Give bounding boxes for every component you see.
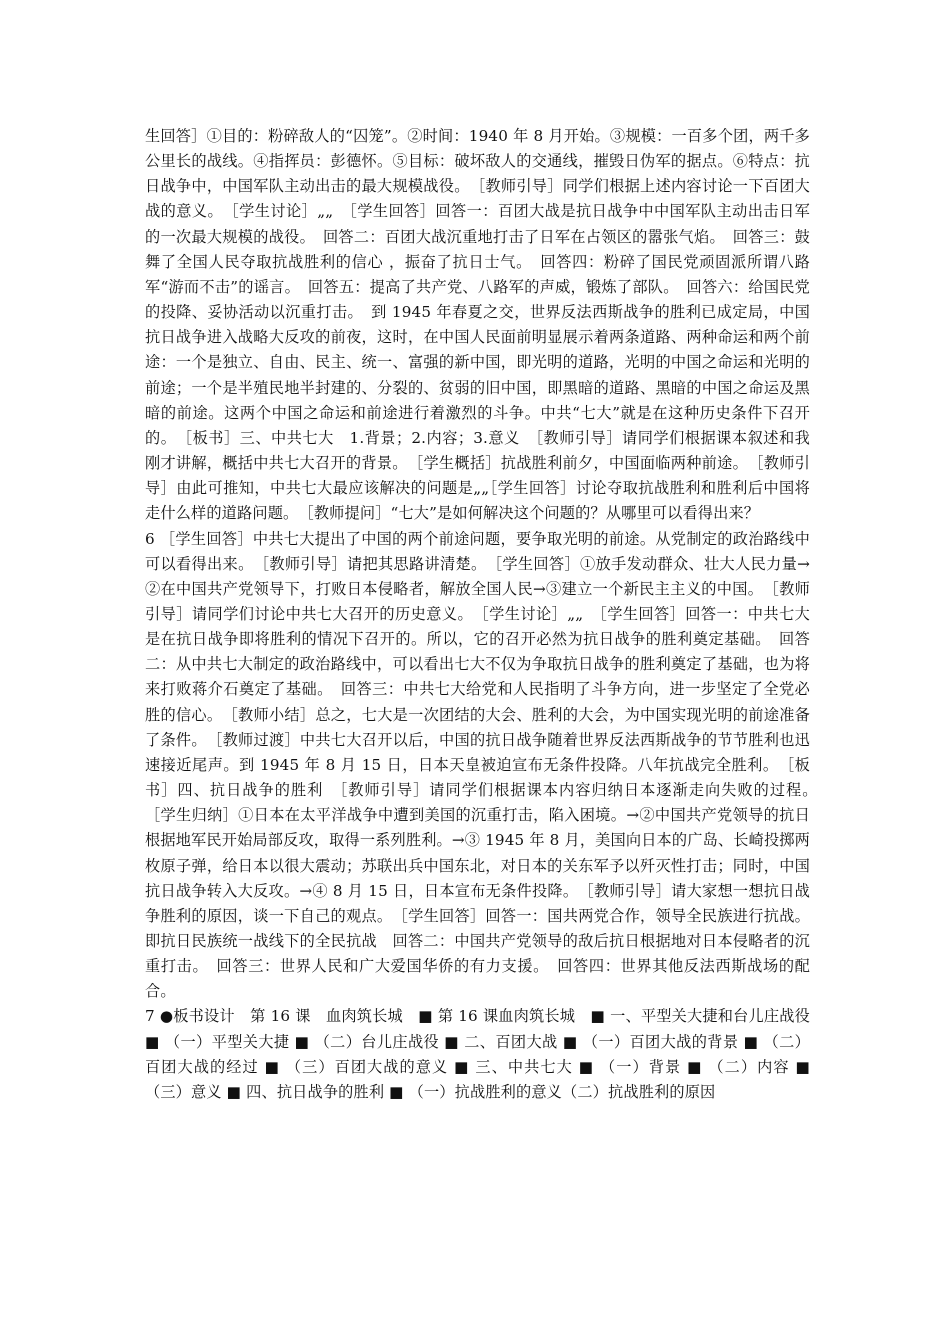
document-page	[145, 124, 826, 1105]
document-paragraph-2: 6 ［学生回答］中共七大提出了中国的两个前途问题，要争取光明的前途。从党制定的政治路线中可以看得出来。 ［教师引导］请把其思路讲清楚。 ［学生回答］①放手发动群众、壮大人民力量→②在中国共产党领导下，打败日本侵略者，解放全国人民→③建立一个新民主主义的中国。 ［教师引导］请同学们讨论中共七大召开的历史意义。 ［学生讨论］„„ ［学生回答］回答一：中共七大是在抗日战争即将胜利的情况下召开的。所以，它的召开必然为抗日战争的胜利奠定基础。 回答二：从中共七大制定的政治路线中，可以看出七大不仅为争取抗日战争的胜利奠定了基础，也为将来打败蒋介石奠定了基础。 回答三：中共七大给党和人民指明了斗争方向，进一步坚定了全党必胜的信心。 ［教师小结］总之，七大是一次团结的大会、胜利的大会，为中国实现光明的前途准备了条件。 ［教师过渡］中共七大召开以后，中国的抗日战争随着世界反法西斯战争的节节胜利也迅速接近尾声。到 1945 年 8 月 15 日，日本天皇被迫宣布无条件投降。八年抗战完全胜利。 ［板书］四、抗日战争的胜利 ［教师引导］请同学们根据课本内容归纳日本逐渐走向失败的过程。 ［学生归纳］①日本在太平洋战争中遭到美国的沉重打击，陷入困境。→②中国共产党领导的抗日根据地军民开始局部反攻，取得一系列胜利。→③ 1945 年 8 月，美国向日本的广岛、长崎投掷两枚原子弹，给日本以很大震动；苏联出兵中国东北，对日本的关东军予以歼灭性打击；同时，中国抗日战争转入大反攻。→④ 8 月 15 日，日本宣布无条件投降。 ［教师引导］请大家想一想抗日战争胜利的原因，谈一下自己的观点。 ［学生回答］回答一：国共两党合作，领导全民族进行抗战。即抗日民族统一战线下的全民抗战 回答二：中国共产党领导的敌后抗日根据地对日本侵略者的沉重打击。 回答三：世界人民和广大爱国华侨的有力支援。 回答四：世界其他反法西斯战场的配合。	[145, 529, 826, 1001]
document-paragraph-3: 7 ●板书设计 第 16 课 血肉筑长城 ■ 第 16 课血肉筑长城 ■ 一、平型关大捷和台儿庄战役 ■ （一）平型关大捷 ■ （二）台儿庄战役 ■ 二、百团大战 ■ （一）百团大战的背景 ■ （二）百团大战的经过 ■ （三）百团大战的意义 ■ 三、中共七大 ■ （一）背景 ■ （二）内容 ■ （三）意义 ■ 四、抗日战争的胜利 ■ （一）抗战胜利的意义（二）抗战胜利的原因	[145, 1007, 810, 1101]
document-paragraph-1: 生回答］①目的：粉碎敌人的“囚笼”。②时间：1940 年 8 月开始。③规模：一百多个团，两千多公里长的战线。④指挥员：彭德怀。⑤目标：破坏敌人的交通线，摧毁日伪军的据点。⑥特点：抗日战争中，中国军队主动出击的最大规模战役。 ［教师引导］同学们根据上述内容讨论一下百团大战的意义。 ［学生讨论］„„ ［学生回答］回答一：百团大战是抗日战争中中国军队主动出击日军的一次最大规模的战役。 回答二：百团大战沉重地打击了日军在占领区的嚣张气焰。 回答三：鼓舞了全国人民夺取抗战胜利的信心 ，振奋了抗日士气。 回答四：粉碎了国民党顽固派所谓八路军“游而不击”的谣言。 回答五：提高了共产党、八路军的声威，锻炼了部队。 回答六：给国民党的投降、妥协活动以沉重打击。 到 1945 年春夏之交，世界反法西斯战争的胜利已成定局，中国抗日战争进入战略大反攻的前夜，这时，在中国人民面前明显展示着两条道路、两种命运和两个前途：一个是独立、自由、民主、统一、富强的新中国，即光明的道路，光明的中国之命运和光明的前途；一个是半殖民地半封建的、分裂的、贫弱的旧中国，即黑暗的道路、黑暗的中国之命运及黑暗的前途。这两个中国之命运和前途进行着激烈的斗争。中共“七大”就是在这种历史条件下召开的。 ［板书］三、中共七大 1.背景；2.内容；3.意义 ［教师引导］请同学们根据课本叙述和我刚才讲解，概括中共七大召开的背景。 ［学生概括］抗战胜利前夕，中国面临两种前途。 ［教师引导］由此可推知，中共七大最应该解决的问题是„„［学生回答］讨论夺取抗战胜利和胜利后中国将走什么样的道路问题。 ［教师提问］“七大”是如何解决这个问题的？从哪里可以看得出来？	[145, 127, 810, 523]
